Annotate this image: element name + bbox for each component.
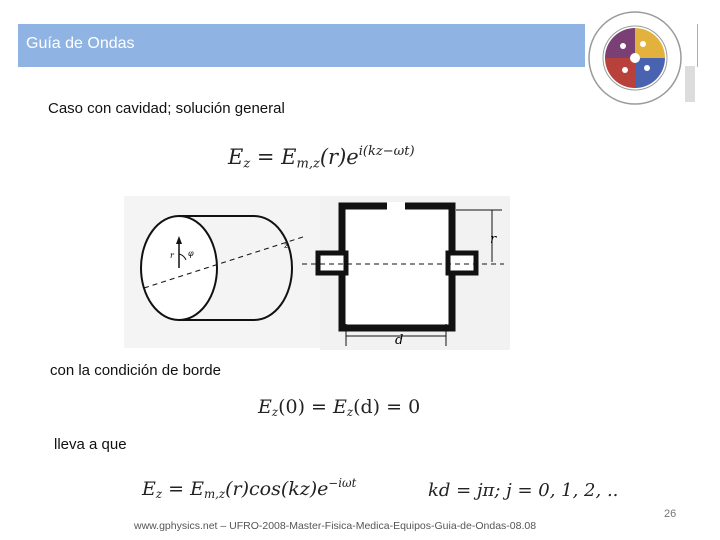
- cavity-figure: [124, 196, 510, 350]
- university-logo: [585, 8, 697, 110]
- section-title: Caso con cavidad; solución general: [48, 100, 285, 117]
- equation-result: $E_z = E_{m,z}(r)\cos(kz)e^{-i\omega t}$: [142, 476, 357, 502]
- equation-general: $E_z = E_{m,z}(r)e^{i(kz-\omega t)}$: [228, 144, 415, 172]
- equation-kd: kd = jπ; j = 0, 1, 2, ..: [428, 480, 619, 501]
- label-z: z: [284, 241, 289, 250]
- label-r: r: [490, 232, 497, 247]
- footer-url: www.gphysics.net – UFRO-2008-Master-Fisica-Medica-Equipos-Guia-de-Ondas-08.08: [134, 520, 537, 532]
- condition-text: con la condición de borde: [50, 362, 221, 379]
- label-d: d: [395, 333, 404, 348]
- slide-title: Guía de Ondas: [26, 35, 135, 52]
- page-number: 26: [664, 508, 677, 520]
- leads-text: lleva a que: [54, 436, 127, 453]
- equation-boundary: $E_z(0) = E_z(d) = 0$: [258, 396, 421, 419]
- label-r-small: r: [170, 251, 174, 260]
- label-phi: φ: [188, 249, 194, 258]
